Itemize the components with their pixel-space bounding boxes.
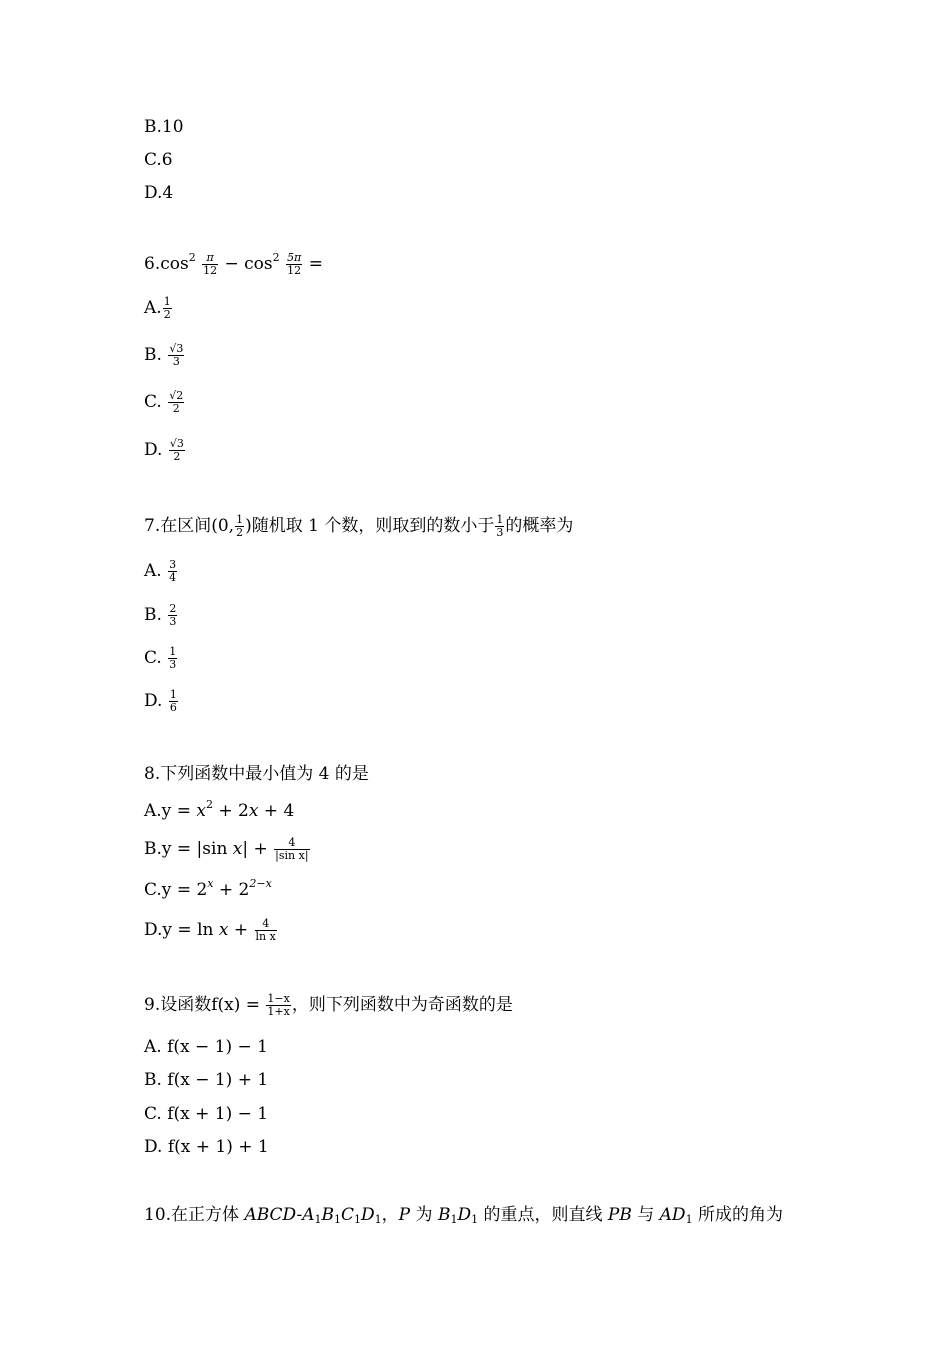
q7-option-c: C. $\frac{1}{3}$: [144, 645, 177, 671]
q8-option-d: D.y = ln x + $\frac{4}{\text{ln x}}$: [144, 917, 276, 943]
q7-stem: 7.在区间(0, $\frac{1}{2}$ )随机取 1 个数，则取到的数小于 $\frac{1}{3}$ 的概率为: [144, 513, 574, 539]
q5-option-c: C.6: [144, 150, 173, 170]
q6-option-b: B. $\frac{√3}{3}$: [144, 342, 184, 368]
q9-option-c: C. f(x + 1) − 1: [144, 1104, 269, 1124]
q5-option-b: B.10: [144, 117, 184, 137]
q6-option-c: C. $\frac{√2}{2}$: [144, 389, 184, 415]
q10-stem: 10.在正方体 ABCD-$A_1B_1C_1D_1$，P 为 $B_1D_1$ 的重点，则直线 PB 与 $AD_1$ 所成的角为: [144, 1205, 783, 1226]
q9-option-d: D. f(x + 1) + 1: [144, 1137, 269, 1157]
q6-option-a: A. $\frac{1}{2}$: [144, 295, 171, 321]
q7-option-d: D. $\frac{1}{6}$: [144, 688, 177, 714]
q6-option-d: D. $\frac{√3}{2}$: [144, 437, 184, 463]
q9-stem: 9.设函数f(x) = $\frac{1-x}{1+x}$ ，则下列函数中为奇函数的是: [144, 992, 513, 1018]
q8-stem: 8.下列函数中最小值为 4 的是: [144, 764, 369, 784]
q8-option-b: B.y = |sin x| + $\frac{4}{\text{|sin x|}}$: [144, 836, 309, 862]
q8-option-a: $A.y = x^2 + 2x + 4$: [144, 798, 295, 821]
q9-option-b: B. f(x − 1) + 1: [144, 1070, 269, 1090]
q7-option-a: A. $\frac{3}{4}$: [144, 558, 177, 584]
q7-option-b: B. $\frac{2}{3}$: [144, 602, 177, 628]
q6-stem: $6.\cos^2$ $\frac{\pi}{12}$ − $\cos^2$ $\frac{5\pi}{12}$ =: [144, 251, 323, 277]
q9-option-a: A. f(x − 1) − 1: [144, 1037, 268, 1057]
q8-option-c: $C.y = 2^x + 2^{2-x}$: [144, 877, 272, 900]
q5-option-d: D.4: [144, 183, 174, 203]
